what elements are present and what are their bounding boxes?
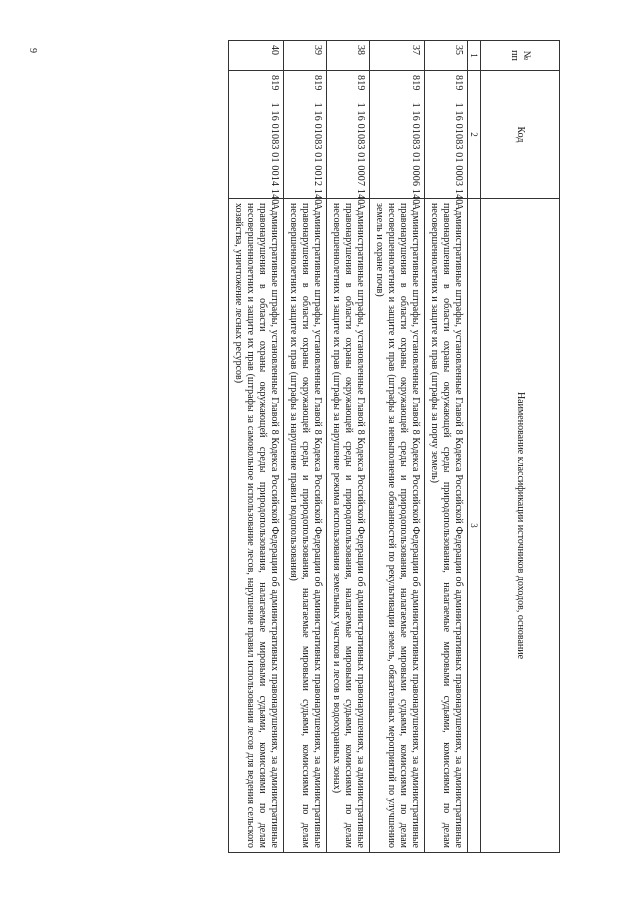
agency-code: 819 [269, 75, 280, 91]
row-number: 35 [425, 41, 468, 71]
row-description: Административные штрафы, установленные Главой 8 Кодекса Российской Федерации об административных правонарушениях, за административные правонарушения в области охраны окружающей среды и природопользования, налагаемые мировыми судьями, комиссиями по делам несовершеннолетних и защите их прав (штрафы за нарушение режима использования земельных участков и лесов в водоохранных зонах) [327, 199, 370, 853]
row-number: 40 [229, 41, 284, 71]
agency-code: 819 [410, 75, 421, 91]
row-number: 38 [327, 41, 370, 71]
table-row [284, 41, 327, 853]
row-code [284, 71, 327, 205]
budget-code: 1 16 01083 01 0012 140 [312, 102, 323, 205]
rotated-table-container [70, 40, 560, 852]
row-description: Административные штрафы, установленные Главой 8 Кодекса Российской Федерации об административных правонарушениях, за административные правонарушения в области охраны окружающей среды природопользования, налагаемые мировыми судьями, комиссиями по делам несовершеннолетних и защите их прав (штрафы за порчу земель) [425, 199, 468, 853]
table-row [425, 41, 468, 853]
header-code: Код [481, 71, 560, 199]
row-number: 37 [370, 41, 425, 71]
column-numbers-row [468, 41, 481, 853]
revenue-classification-table [228, 40, 560, 853]
budget-code: 1 16 01083 01 0007 140 [355, 102, 366, 205]
column-number: 2 [468, 71, 481, 199]
budget-code: 1 16 01083 01 0006 140 [410, 102, 421, 205]
row-description: Административные штрафы, установленные Главой 8 Кодекса Российской Федерации об административных правонарушениях, за административные правонарушения в области охраны окружающей среды и природопользования, налагаемые мировыми судьями, комиссиями по делам несовершеннолетних и защите их прав (штрафы за невыполнение обязанностей по рекультивации земель, обязательных мероприятий по улучшению земель и охране почв) [370, 199, 425, 853]
header-name: Наименование классификации источников доходов, основание [481, 199, 560, 853]
column-number: 1 [468, 41, 481, 71]
row-code [425, 71, 468, 205]
agency-code: 819 [312, 75, 323, 91]
table-row [327, 41, 370, 853]
table-header-row [481, 41, 560, 853]
page-number: 9 [27, 48, 38, 53]
table-row [229, 41, 284, 853]
row-description: Административные штрафы, установленные Главой 8 Кодекса Российской Федерации об административных правонарушениях, за административные правонарушения в области охраны окружающей среды и природопользования, налагаемые мировыми судьями, комиссиями по делам несовершеннолетних и защите их прав (штрафы за нарушение правил водопользования) [284, 199, 327, 853]
agency-code: 819 [355, 75, 366, 91]
table-row [370, 41, 425, 853]
row-code [229, 71, 284, 205]
row-code [327, 71, 370, 205]
row-description: Административные штрафы, установленные Главой 8 Кодекса Российской Федерации об административных правонарушениях, за административные правонарушения в области охраны окружающей среды природопользования, налагаемые мировыми судьями, комиссиями по делам несовершеннолетних и защите их прав (штрафы за самовольное использование лесов, нарушение правил использования лесов для ведения сельского хозяйства, уничтожение лесных ресурсов) [229, 199, 284, 853]
row-code [370, 71, 425, 205]
row-number: 39 [284, 41, 327, 71]
budget-code: 1 16 01083 01 0014 140 [269, 102, 280, 205]
budget-code: 1 16 01083 01 0003 140 [453, 102, 464, 205]
column-number: 3 [468, 199, 481, 853]
header-number: № пп [481, 41, 560, 71]
agency-code: 819 [453, 75, 464, 91]
